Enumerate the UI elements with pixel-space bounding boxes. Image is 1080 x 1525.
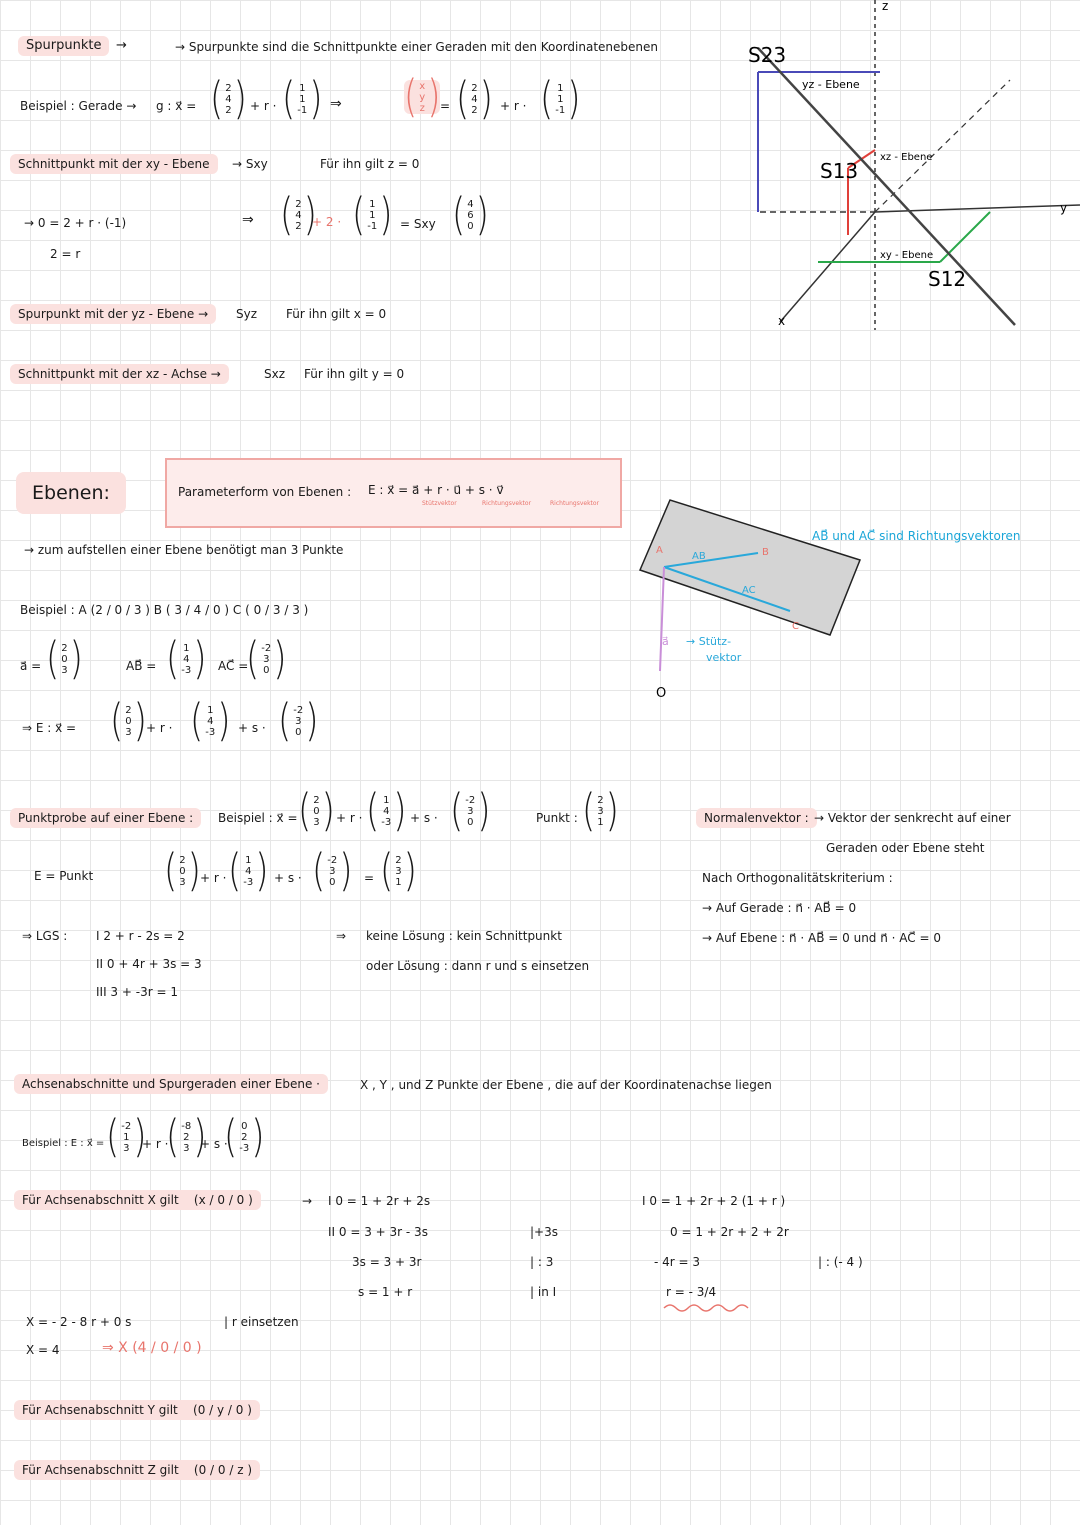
lgs-row-3: III 3 + -3r = 1: [96, 985, 178, 999]
vector-a: ( 2 4 2 ): [210, 73, 247, 125]
x-coord: (x / 0 / 0 ): [193, 1193, 253, 1207]
x-label-text: Für Achsenabschnitt X gilt: [22, 1193, 179, 1207]
point-c: C: [792, 621, 799, 632]
vector-e-ab: ( 1 4 -3 ): [190, 695, 231, 747]
pp-plus-r: + r ·: [336, 811, 363, 825]
a-lhs: a⃗ =: [20, 659, 42, 673]
e-plus-s: + s ·: [238, 721, 266, 735]
sxy-arrow: → Sxy: [232, 157, 268, 171]
x-arrow: →: [302, 1194, 313, 1208]
xz-schnittpunkt-label: Schnittpunkt mit der xz - Achse →: [10, 364, 229, 384]
s12-label: S12: [928, 267, 967, 291]
parameterform-formula: E : x⃗ = a⃗ + r · u⃗ + s · v⃗: [368, 483, 504, 497]
ebenen-title: Ebenen:: [16, 472, 126, 514]
vector-sxy: ( 4 6 0 ): [452, 189, 489, 241]
sub-stuetzvektor: Stützvektor: [422, 500, 457, 507]
pp-result-2: oder Lösung : dann r und s einsetzen: [366, 959, 590, 973]
point-b: B: [762, 547, 769, 558]
x-lgs-1: I 0 = 1 + 2r + 2s: [328, 1194, 431, 1208]
spur-beispiel-label: Beispiel : Gerade →: [20, 99, 137, 113]
two-times: + 2 ·: [312, 215, 342, 229]
punktprobe-beispiel: Beispiel : x⃗ =: [218, 811, 298, 825]
pp-eq-vector-3: ( -2 3 0 ): [312, 845, 353, 897]
e-lhs: ⇒ E : x⃗ =: [22, 721, 77, 735]
pp-implies: ⇒: [336, 929, 347, 943]
calc-line-1: → 0 = 2 + r · (-1): [24, 216, 127, 230]
punktprobe-title: Punktprobe auf einer Ebene :: [10, 808, 201, 828]
richtungsvektoren-note: AB⃗ und AC⃗ sind Richtungsvektoren: [812, 529, 1021, 543]
x-achsenabschnitt-label: [14, 1190, 261, 1210]
r-calc-3: - 4r = 3: [654, 1255, 701, 1269]
lgs-label: ⇒ LGS :: [22, 929, 68, 943]
pp-eq-vector-1: ( 2 0 3 ): [164, 845, 201, 897]
ac-lhs: AC⃗ =: [218, 659, 249, 673]
equals: =: [440, 99, 451, 113]
stuetz-note: → Stütz-: [686, 635, 732, 648]
x-lgs-2: II 0 = 3 + 3r - 3s: [328, 1225, 428, 1239]
x-axis: [780, 212, 875, 322]
calc-line-2: 2 = r: [50, 247, 81, 261]
spurpunkte-diagram: [740, 0, 1080, 330]
parameterform-label: Parameterform von Ebenen :: [178, 485, 352, 499]
x-side-3: | in I: [530, 1285, 557, 1299]
x-eq-1: X = - 2 - 8 r + 0 s: [26, 1315, 132, 1329]
sxz: Sxz: [264, 367, 286, 381]
y-coord: (0 / y / 0 ): [193, 1403, 252, 1417]
ach-vector-2: ( -8 2 3 ): [166, 1111, 207, 1163]
lgs-row-2: II 0 + 4r + 3s = 3: [96, 957, 202, 971]
spurpunkte-title: Spurpunkte: [18, 36, 109, 56]
y-label-text: Für Achsenabschnitt Y gilt: [22, 1403, 178, 1417]
vector-a-2: ( 2 4 2 ): [456, 73, 493, 125]
yz-label: yz - Ebene: [802, 78, 860, 91]
vector-ab: ( 1 4 -3 ): [166, 633, 207, 685]
ebene-beispiel: Beispiel : A (2 / 0 / 3 ) B ( 3 / 4 / 0 ) C ( 0 / 3 / 3 ): [20, 603, 309, 617]
achsen-beispiel: Beispiel : E : x⃗ =: [22, 1138, 105, 1149]
stuetz-note-2: vektor: [706, 651, 742, 664]
e-plus-r: + r ·: [146, 721, 173, 735]
vector-u: ( 1 1 -1 ): [282, 73, 323, 125]
spurgerade: [758, 48, 1015, 325]
pp-vector-1: ( 2 0 3 ): [298, 785, 335, 837]
pp-vector-2: ( 1 4 -3 ): [366, 785, 407, 837]
x-eq-1-side: | r einsetzen: [224, 1315, 299, 1329]
sxy-equals: = Sxy: [400, 217, 436, 231]
r-calc-2: 0 = 1 + 2r + 2 + 2r: [670, 1225, 789, 1239]
ach-plus-s: + s ·: [200, 1137, 228, 1151]
x-result: ⇒ X (4 / 0 / 0 ): [102, 1340, 202, 1356]
label-ac: AC: [742, 585, 756, 596]
orthogonal-kriterium: Nach Orthogonalitätskriterium :: [702, 871, 893, 885]
pp-punkt-vector: ( 2 3 1 ): [582, 785, 619, 837]
xy-label: xy - Ebene: [880, 250, 934, 261]
achsen-desc: X , Y , und Z Punkte der Ebene , die auf der Koordinatenachse liegen: [360, 1078, 772, 1092]
arrow-icon: →: [116, 38, 127, 53]
xz-label: xz - Ebene: [880, 152, 933, 163]
z-axis-label: z: [882, 0, 889, 13]
implies-icon: ⇒: [330, 96, 342, 112]
ebene-note: → zum aufstellen einer Ebene benötigt man 3 Punkte: [24, 543, 344, 557]
normal-desc-1: → Vektor der senkrecht auf einer: [814, 811, 1011, 825]
spurpunkte-definition: → Spurpunkte sind die Schnittpunkte einer Geraden mit den Koordinatenebenen: [175, 40, 659, 54]
yz-condition: Für ihn gilt x = 0: [286, 307, 387, 321]
plane-shape: [640, 500, 860, 635]
z-label-text: Für Achsenabschnitt Z gilt: [22, 1463, 179, 1477]
vector-a-arrow: [660, 567, 664, 671]
pp-eq-sign: =: [364, 871, 375, 885]
xy-trace-2: [940, 212, 990, 262]
s23-label: S23: [748, 43, 787, 67]
x-axis-label: x: [778, 314, 786, 328]
ebene-diagram: [630, 495, 890, 705]
plus-r: + r ·: [250, 99, 277, 113]
s13-label: S13: [820, 159, 859, 183]
vector-ac: ( -2 3 0 ): [246, 633, 287, 685]
y-axis-label: y: [1060, 201, 1068, 215]
label-ab: AB: [692, 551, 706, 562]
point-a: A: [656, 545, 663, 556]
pp-eq-punkt: ( 2 3 1 ): [380, 845, 417, 897]
plus-r-2: + r ·: [500, 99, 527, 113]
lgs-row-1: I 2 + r - 2s = 2: [96, 929, 185, 943]
x-lgs-3: 3s = 3 + 3r: [352, 1255, 422, 1269]
syz: Syz: [236, 307, 258, 321]
pp-eq-plus-r: + r ·: [200, 871, 227, 885]
pp-punkt-label: Punkt :: [536, 811, 578, 825]
vector-u-3: ( 1 1 -1 ): [352, 189, 393, 241]
yz-spurpunkt-label: Spurpunkt mit der yz - Ebene →: [10, 304, 216, 324]
normal-gerade: → Auf Gerade : n⃗ · AB⃗ = 0: [702, 901, 857, 915]
vector-a-3: ( 2 4 2 ): [280, 189, 317, 241]
vector-xyz: ( x y z ): [404, 71, 441, 123]
label-a: a⃗: [662, 635, 669, 648]
x-eq-2: X = 4: [26, 1343, 60, 1357]
ab-lhs: AB⃗ =: [126, 659, 157, 673]
normal-desc-2: Geraden oder Ebene steht: [826, 841, 985, 855]
r-result: r = - 3/4: [666, 1285, 717, 1299]
xz-condition: Für ihn gilt y = 0: [304, 367, 405, 381]
r-calc-3-side: | : (- 4 ): [818, 1255, 863, 1269]
x-side-2: | : 3: [530, 1255, 554, 1269]
r-underline: [662, 1300, 758, 1314]
pp-plus-s: + s ·: [410, 811, 438, 825]
vector-e-ac: ( -2 3 0 ): [278, 695, 319, 747]
normal-ebene: → Auf Ebene : n⃗ · AB⃗ = 0 und n⃗ · AC⃗ = 0: [702, 931, 941, 945]
z-coord: (0 / 0 / z ): [193, 1463, 253, 1477]
x-axis-neg: [875, 80, 1010, 212]
ach-plus-r: + r ·: [142, 1137, 169, 1151]
y-achsenabschnitt-label: [14, 1400, 260, 1420]
vector-u-2: ( 1 1 -1 ): [540, 73, 581, 125]
vector-e-a: ( 2 0 3 ): [110, 695, 147, 747]
ach-vector-1: ( -2 1 3 ): [106, 1111, 147, 1163]
x-side-1: |+3s: [530, 1225, 558, 1239]
normalenvektor-title: Normalenvektor :: [696, 808, 817, 828]
xy-schnittpunkt-label: Schnittpunkt mit der xy - Ebene: [10, 154, 218, 174]
pp-eq-vector-2: ( 1 4 -3 ): [228, 845, 269, 897]
x-lgs-4: s = 1 + r: [358, 1285, 413, 1299]
e-equals-punkt: E = Punkt: [34, 869, 94, 883]
r-calc-1: I 0 = 1 + 2r + 2 (1 + r ): [642, 1194, 786, 1208]
label-o: O: [656, 686, 667, 701]
xy-condition: Für ihn gilt z = 0: [320, 157, 420, 171]
sub-richtungsvektor-2: Richtungsvektor: [550, 500, 600, 507]
pp-eq-plus-s: + s ·: [274, 871, 302, 885]
implies-icon-2: ⇒: [242, 212, 254, 228]
pp-vector-3: ( -2 3 0 ): [450, 785, 491, 837]
ach-vector-3: ( 0 2 -3 ): [224, 1111, 265, 1163]
achsen-title: Achsenabschnitte und Spurgeraden einer Ebene ·: [14, 1074, 328, 1094]
pp-result-1: keine Lösung : kein Schnittpunkt: [366, 929, 562, 943]
gerade-lhs: g : x⃗ =: [156, 99, 197, 113]
sub-richtungsvektor-1: Richtungsvektor: [482, 500, 532, 507]
z-achsenabschnitt-label: [14, 1460, 260, 1480]
vector-a-ebene: ( 2 0 3 ): [46, 633, 83, 685]
